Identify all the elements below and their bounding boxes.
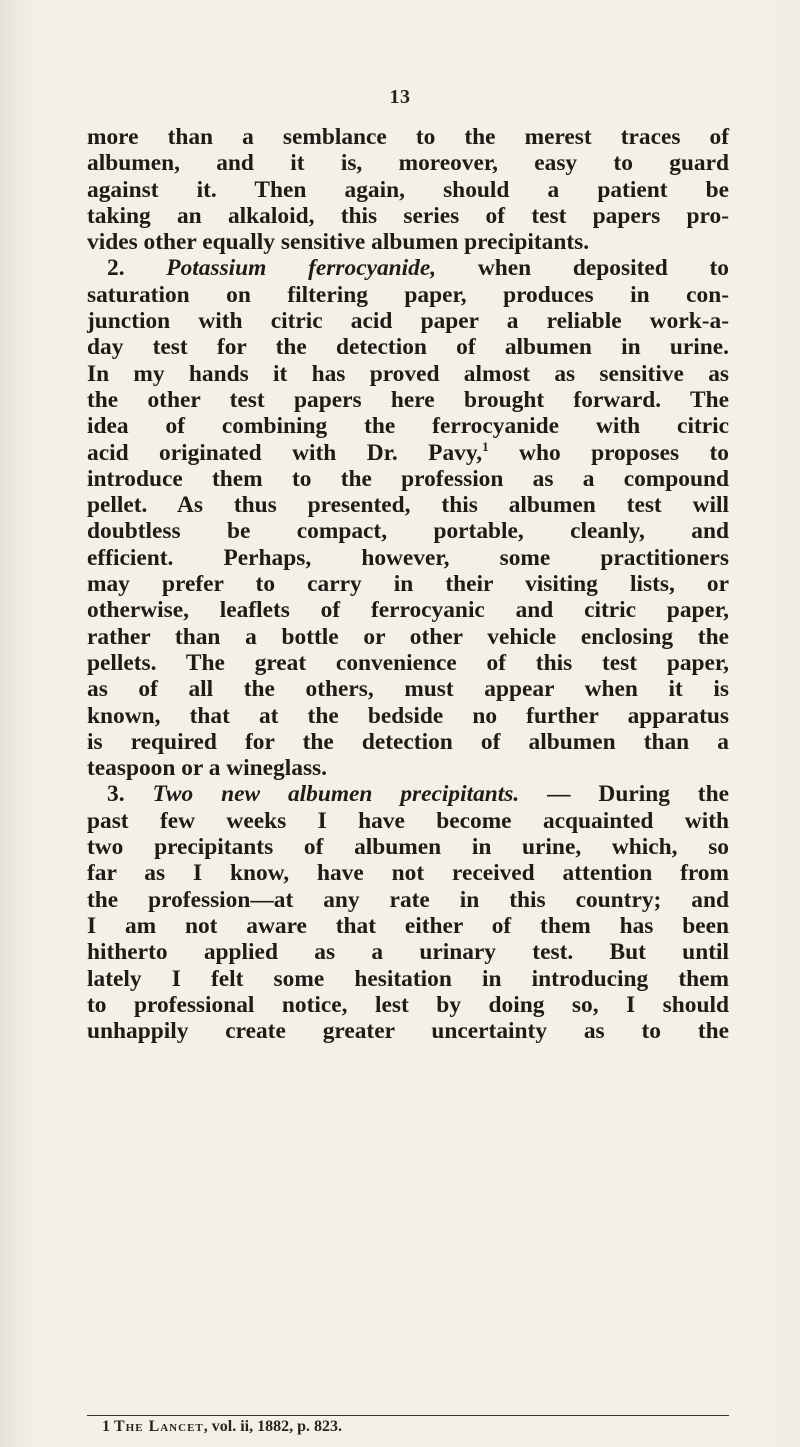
footnote-divider [87,1415,729,1416]
text-line: saturation on filtering paper, produces in con- [87,281,729,308]
item-number: 2. [107,255,125,282]
item-number: 3. [107,781,125,808]
section-heading: Potassium ferrocyanide, [166,255,437,282]
footnote-marker: 1 [102,1418,110,1435]
text-line: lately I felt some hesitation in introducing them [87,965,729,992]
text-line: vides other equally sensitive albumen precipitants. [87,229,590,256]
text-line: day test for the detection of albumen in urine. [87,334,729,361]
text-line: the profession—at any rate in this country; and [87,886,729,913]
text-line: may prefer to carry in their visiting lists, or [87,571,729,598]
footnote-citation: , vol. ii, 1882, p. 823. [203,1418,342,1435]
text-fragment: when deposited to [477,255,729,282]
text-line: hitherto applied as a urinary test. But until [87,939,729,966]
text-line: pellet. As thus presented, this albumen test will [87,492,729,519]
text-line: far as I know, have not received attention from [87,860,729,887]
text-fragment: who proposes to [488,439,729,466]
text-fragment: — During the [547,781,729,808]
text-line: otherwise, leaflets of ferrocyanic and citric paper, [87,597,729,624]
footnote-journal: The Lancet [114,1418,204,1435]
text-line: past few weeks I have become acquainted with [87,807,729,834]
text-line: unhappily create greater uncertainty as to the [87,1018,729,1045]
text-fragment: acid originated with Dr. Pavy, [87,439,483,466]
text-line: In my hands it has proved almost as sensitive as [87,360,729,387]
footnote [102,1417,342,1437]
text-line: to professional notice, lest by doing so, I should [87,991,729,1018]
text-line: junction with citric acid paper a reliable work-a- [87,308,729,335]
text-line: as of all the others, must appear when it is [87,676,729,703]
text-line-footnote-ref [87,440,729,466]
page-number: 13 [389,86,411,108]
footnote-reference[interactable]: 1 [482,438,489,454]
text-line: against it. Then again, should a patient be [87,176,729,203]
section-heading: Two new albumen precipitants. [152,781,520,808]
text-line: is required for the detection of albumen than a [87,728,729,755]
paragraph-3-first-line [87,781,729,807]
text-line: taking an alkaloid, this series of test papers pro- [87,202,729,229]
text-line: efficient. Perhaps, however, some practitioners [87,544,729,571]
text-line: two precipitants of albumen in urine, which, so [87,834,729,861]
text-line: I am not aware that either of them has been [87,912,729,939]
text-line: rather than a bottle or other vehicle enclosing the [87,623,729,650]
text-line: introduce them to the profession as a compound [87,465,729,492]
text-line: the other test papers here brought forward. The [87,386,729,413]
text-line: doubtless be compact, portable, cleanly, and [87,518,729,545]
body-text [87,124,729,1044]
text-line: albumen, and it is, moreover, easy to guard [87,150,729,177]
text-line: known, that at the bedside no further apparatus [87,702,729,729]
text-line: idea of combining the ferrocyanide with citric [87,413,729,440]
text-line: pellets. The great convenience of this test paper, [87,649,729,676]
text-line: teaspoon or a wineglass. [87,755,327,782]
paragraph-2-first-line [87,255,729,281]
text-line: more than a semblance to the merest traces of [87,124,729,150]
